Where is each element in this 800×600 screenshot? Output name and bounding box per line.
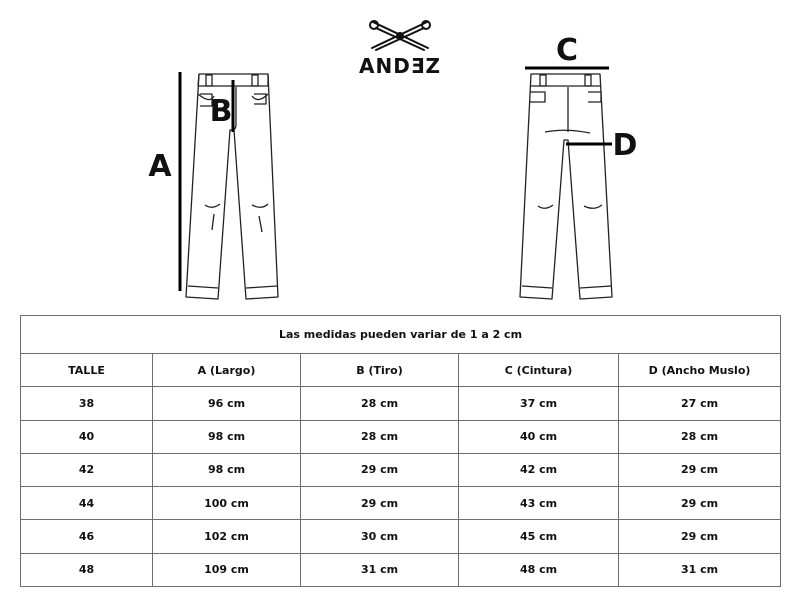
label-d: D bbox=[612, 128, 638, 163]
table-row bbox=[21, 520, 781, 553]
table-cell-largo: 109 cm bbox=[153, 553, 301, 586]
table-row bbox=[21, 487, 781, 520]
table-cell-tiro: 28 cm bbox=[301, 420, 459, 453]
table-row bbox=[21, 420, 781, 453]
table-row bbox=[21, 453, 781, 486]
table-cell-talle: 44 bbox=[21, 487, 153, 520]
size-chart-body bbox=[21, 316, 781, 587]
table-cell-tiro: 29 cm bbox=[301, 453, 459, 486]
brand-name: ANDƎZ bbox=[359, 54, 441, 78]
size-chart-table bbox=[20, 315, 781, 587]
table-cell-tiro: 31 cm bbox=[301, 553, 459, 586]
table-cell-ancho-muslo: 27 cm bbox=[619, 387, 781, 420]
table-cell-tiro: 28 cm bbox=[301, 387, 459, 420]
table-cell-ancho-muslo: 29 cm bbox=[619, 453, 781, 486]
table-cell-ancho-muslo: 29 cm bbox=[619, 487, 781, 520]
table-cell-talle: 48 bbox=[21, 553, 153, 586]
label-c: C bbox=[555, 33, 579, 68]
pants-back-illustration bbox=[520, 74, 612, 299]
column-header-cintura: C (Cintura) bbox=[459, 354, 619, 387]
table-cell-largo: 102 cm bbox=[153, 520, 301, 553]
table-row bbox=[21, 387, 781, 420]
table-header-row bbox=[21, 354, 781, 387]
table-cell-cintura: 45 cm bbox=[459, 520, 619, 553]
table-cell-largo: 96 cm bbox=[153, 387, 301, 420]
table-cell-talle: 46 bbox=[21, 520, 153, 553]
table-cell-ancho-muslo: 28 cm bbox=[619, 420, 781, 453]
table-cell-largo: 98 cm bbox=[153, 453, 301, 486]
column-header-talle: TALLE bbox=[21, 354, 153, 387]
table-cell-cintura: 37 cm bbox=[459, 387, 619, 420]
table-cell-ancho-muslo: 29 cm bbox=[619, 520, 781, 553]
column-header-largo: A (Largo) bbox=[153, 354, 301, 387]
label-b: B bbox=[209, 94, 233, 129]
table-cell-cintura: 42 cm bbox=[459, 453, 619, 486]
table-cell-tiro: 30 cm bbox=[301, 520, 459, 553]
crossed-safety-pins-icon bbox=[370, 21, 430, 50]
table-cell-talle: 40 bbox=[21, 420, 153, 453]
table-cell-largo: 98 cm bbox=[153, 420, 301, 453]
table-cell-talle: 38 bbox=[21, 387, 153, 420]
table-cell-talle: 42 bbox=[21, 453, 153, 486]
table-cell-largo: 100 cm bbox=[153, 487, 301, 520]
label-a: A bbox=[148, 149, 172, 184]
table-note-row bbox=[21, 316, 781, 354]
table-cell-cintura: 40 cm bbox=[459, 420, 619, 453]
table-row bbox=[21, 553, 781, 586]
table-cell-cintura: 48 cm bbox=[459, 553, 619, 586]
column-header-ancho-muslo: D (Ancho Muslo) bbox=[619, 354, 781, 387]
brand-logo bbox=[359, 21, 441, 78]
measurement-note: Las medidas pueden variar de 1 a 2 cm bbox=[21, 316, 781, 354]
table-cell-cintura: 43 cm bbox=[459, 487, 619, 520]
table-cell-tiro: 29 cm bbox=[301, 487, 459, 520]
column-header-tiro: B (Tiro) bbox=[301, 354, 459, 387]
table-cell-ancho-muslo: 31 cm bbox=[619, 553, 781, 586]
